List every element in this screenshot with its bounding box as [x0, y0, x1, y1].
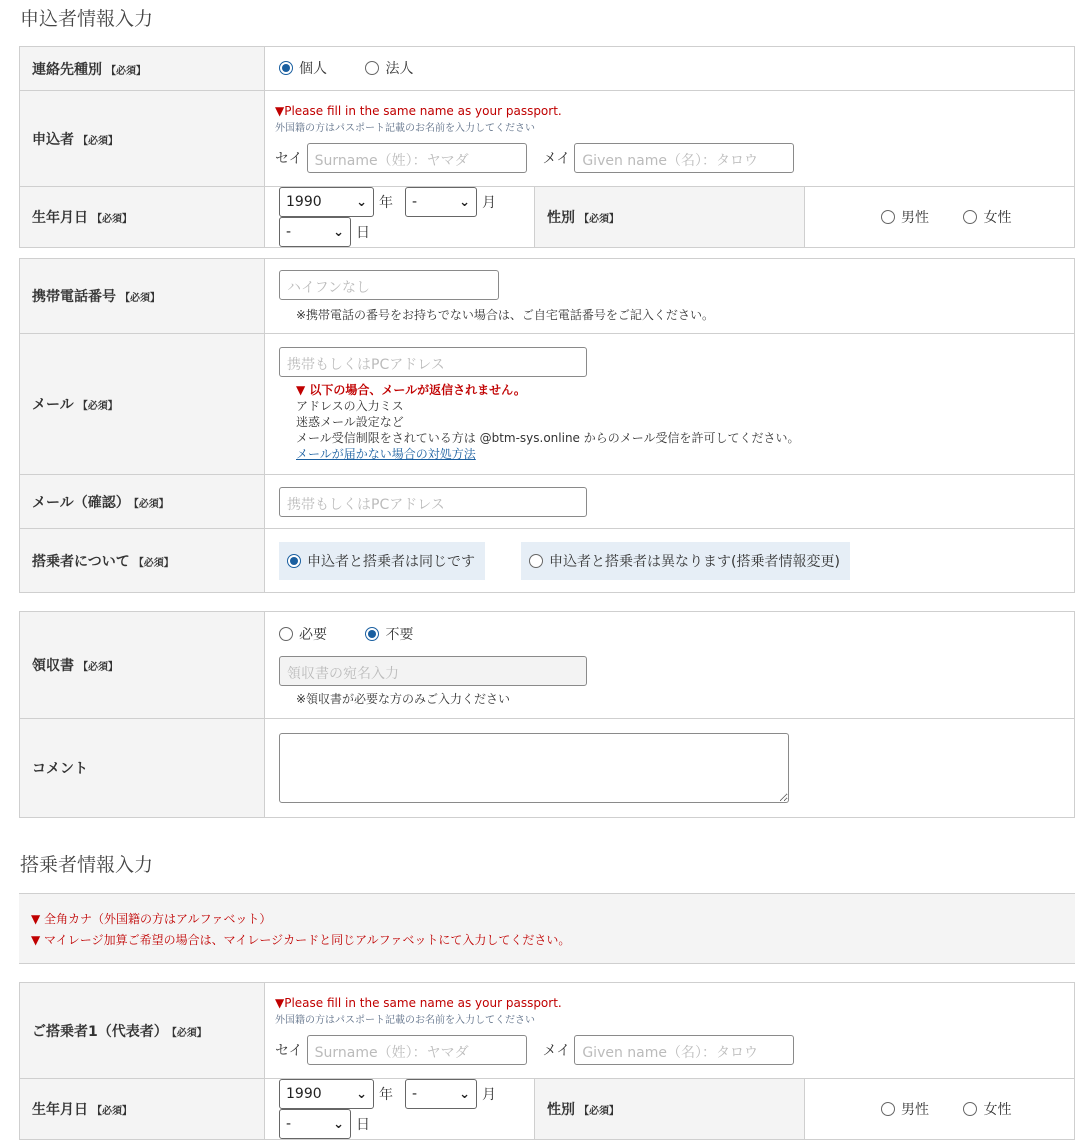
passenger-about-label: 搭乗者について — [32, 553, 130, 570]
radio-male[interactable] — [881, 1099, 929, 1119]
radio-unselected-icon — [963, 210, 977, 224]
birth2-month-select[interactable] — [405, 1079, 477, 1109]
radio-unselected-icon — [279, 627, 293, 641]
month-unit: 月 — [482, 1087, 496, 1103]
email-warning: ▼ 以下の場合、メールが返信されません。 — [296, 382, 526, 397]
birth-row — [20, 187, 1075, 248]
required-badge: 【必須】 — [579, 214, 619, 225]
radio-female[interactable] — [963, 1099, 1011, 1119]
applicant-label: 申込者 — [32, 131, 74, 148]
radio-female[interactable] — [963, 207, 1011, 227]
birth-month-select[interactable] — [405, 187, 477, 217]
email-warning-line: メール受信制限をされている方は @btm-sys.online からのメール受信を許可してください。 — [296, 430, 800, 445]
month-unit: 月 — [482, 195, 496, 211]
radio-receipt-required[interactable] — [279, 624, 327, 644]
receipt-field — [265, 612, 1075, 719]
required-badge: 【必須】 — [77, 401, 118, 412]
required-badge: 【必須】 — [133, 557, 174, 569]
birth-year-value: 1990 — [286, 194, 322, 210]
passenger1-row — [20, 983, 1075, 1079]
birth2-year-select[interactable] — [279, 1079, 374, 1109]
passenger1-surname-input[interactable]: Surname（姓）：ヤマダ — [307, 1035, 527, 1065]
radio-passenger-different[interactable] — [521, 542, 850, 580]
day-unit: 日 — [356, 225, 370, 241]
chevron-down-icon: ⌄ — [356, 1086, 367, 1102]
email-confirm-input[interactable]: 携帯もしくはPCアドレス — [279, 487, 587, 517]
receipt-note: ※領収書が必要な方のみご入力ください — [296, 691, 511, 706]
radio-female-label: 女性 — [983, 1101, 1012, 1118]
email-label: メール — [32, 397, 74, 413]
passenger-table — [19, 982, 1075, 1140]
birth-field — [265, 187, 535, 248]
info-line-mileage: ▼ マイレージ加算ご希望の場合は、マイレージカードと同じアルファベットにて入力してください。 — [31, 933, 571, 947]
gender2-label: 性別 — [547, 1102, 575, 1118]
surname-input[interactable]: Surname（姓）：ヤマダ — [307, 143, 527, 173]
email-confirm-label: メール（確認） — [32, 494, 130, 511]
passenger1-field — [265, 983, 1075, 1079]
radio-receipt-not-required-label: 不要 — [385, 626, 414, 643]
passenger-about-row — [20, 529, 1075, 593]
gender-label-cell — [535, 187, 805, 248]
info-line-kana: ▼ 全角カナ（外国籍の方はアルファベット） — [31, 912, 272, 926]
contact-type-label-cell — [20, 47, 265, 91]
birth2-day-select[interactable] — [279, 1109, 351, 1139]
radio-corporation[interactable] — [365, 58, 413, 78]
receipt-label-cell — [20, 612, 265, 719]
chevron-down-icon: ⌄ — [459, 194, 470, 210]
required-badge: 【必須】 — [92, 214, 132, 225]
comment-row — [20, 719, 1075, 818]
radio-passenger-different-label: 申込者と搭乗者は異なります(搭乗者情報変更) — [549, 553, 840, 570]
radio-unselected-icon — [529, 554, 543, 568]
sei-label: セイ — [275, 1043, 303, 1059]
comment-field — [265, 719, 1075, 818]
comment-textarea[interactable] — [279, 733, 789, 803]
gender-label: 性別 — [547, 210, 575, 226]
birth2-label-cell — [20, 1079, 265, 1140]
birth2-month-value: - — [412, 1086, 418, 1102]
required-badge: 【必須】 — [171, 1027, 207, 1039]
birth-month-value: - — [412, 194, 418, 210]
mobile-field — [265, 259, 1075, 334]
passenger1-given-name-input[interactable]: Given name（名）：タロウ — [574, 1035, 794, 1065]
mei-label: メイ — [542, 151, 571, 167]
mei-label: メイ — [542, 1043, 571, 1059]
radio-unselected-icon — [881, 210, 895, 224]
gender2-label-cell — [535, 1079, 805, 1140]
chevron-down-icon: ⌄ — [333, 224, 344, 240]
radio-unselected-icon — [365, 61, 379, 75]
radio-male-label: 男性 — [901, 1101, 929, 1118]
email-confirm-field — [265, 475, 1075, 529]
year-unit: 年 — [379, 1087, 393, 1103]
comment-label-cell — [20, 719, 265, 818]
applicant-table — [19, 46, 1075, 248]
given-name-input[interactable]: Given name（名）：タロウ — [574, 143, 794, 173]
required-badge: 【必須】 — [120, 293, 160, 304]
chevron-down-icon: ⌄ — [356, 194, 367, 210]
receipt-label: 領収書 — [32, 658, 74, 674]
required-badge: 【必須】 — [78, 135, 118, 147]
sei-label: セイ — [275, 151, 303, 167]
birth2-field — [265, 1079, 535, 1140]
contact-type-row — [20, 47, 1075, 91]
passenger-info-box — [19, 893, 1075, 964]
radio-unselected-icon — [963, 1102, 977, 1116]
required-badge: 【必須】 — [133, 498, 169, 510]
email-label-cell — [20, 334, 265, 475]
radio-individual[interactable] — [279, 58, 327, 78]
birth-label-cell — [20, 187, 265, 248]
birth2-label: 生年月日 — [32, 1102, 88, 1118]
email-warning-line: アドレスの入力ミス — [296, 398, 404, 413]
email-warning-line: 迷惑メール設定など — [296, 414, 404, 429]
radio-male[interactable] — [881, 207, 929, 227]
radio-passenger-same-label: 申込者と搭乗者は同じです — [307, 553, 475, 570]
mobile-label: 携帯電話番号 — [32, 289, 116, 305]
year-unit: 年 — [379, 195, 393, 211]
gender-field — [805, 187, 1075, 248]
mobile-input[interactable]: ハイフンなし — [279, 270, 499, 300]
radio-selected-icon — [279, 61, 293, 75]
radio-female-label: 女性 — [983, 209, 1012, 226]
mobile-label-cell — [20, 259, 265, 334]
radio-selected-icon — [287, 554, 301, 568]
passenger-about-field — [265, 529, 1075, 593]
passport-note-en: ▼Please fill in the same name as your passport. — [275, 104, 562, 118]
applicant-row — [20, 91, 1075, 187]
chevron-down-icon: ⌄ — [333, 1116, 344, 1132]
radio-receipt-not-required[interactable] — [365, 624, 413, 644]
section-title-applicant: 申込者情報入力 — [20, 8, 154, 30]
email-help-link[interactable]: メールが届かない場合の対処方法 — [296, 446, 476, 461]
contact-type-field — [265, 47, 1075, 91]
passenger1-label-cell — [20, 983, 265, 1079]
birth-label: 生年月日 — [32, 210, 88, 226]
birth2-day-value: - — [286, 1116, 292, 1132]
radio-corporation-label: 法人 — [385, 61, 414, 77]
passport-note-jp: 外国籍の方はパスポート記載のお名前を入力してください — [275, 123, 535, 134]
radio-selected-icon — [365, 627, 379, 641]
radio-passenger-same[interactable] — [279, 542, 485, 580]
email-confirm-row — [20, 475, 1075, 529]
section-title-passenger: 搭乗者情報入力 — [20, 854, 154, 876]
passport-note-en: ▼Please fill in the same name as your passport. — [275, 996, 562, 1010]
receipt-name-input[interactable]: 領収書の宛名入力 — [279, 656, 587, 686]
email-field — [265, 334, 1075, 475]
contact-table — [19, 258, 1075, 593]
radio-unselected-icon — [881, 1102, 895, 1116]
passenger-about-label-cell — [20, 529, 265, 593]
comment-label: コメント — [32, 761, 88, 777]
required-badge: 【必須】 — [579, 1106, 619, 1117]
birth-year-select[interactable] — [279, 187, 374, 217]
mobile-note: ※携帯電話の番号をお持ちでない場合は、ご自宅電話番号をご記入ください。 — [296, 307, 714, 322]
radio-individual-label: 個人 — [299, 61, 327, 77]
passport-note-jp: 外国籍の方はパスポート記載のお名前を入力してください — [275, 1015, 535, 1026]
applicant-label-cell — [20, 91, 265, 187]
chevron-down-icon: ⌄ — [459, 1086, 470, 1102]
applicant-field — [265, 91, 1075, 187]
contact-type-label: 連絡先種別 — [32, 61, 102, 78]
radio-male-label: 男性 — [901, 209, 929, 226]
required-badge: 【必須】 — [78, 662, 118, 673]
radio-receipt-required-label: 必要 — [299, 626, 327, 643]
gender2-field — [805, 1079, 1075, 1140]
email-row — [20, 334, 1075, 475]
birth2-row — [20, 1079, 1075, 1140]
mobile-row — [20, 259, 1075, 334]
birth-day-value: - — [286, 224, 292, 240]
birth2-year-value: 1990 — [286, 1086, 322, 1102]
receipt-table — [19, 611, 1075, 818]
birth-day-select[interactable] — [279, 217, 351, 247]
email-confirm-label-cell — [20, 475, 265, 529]
required-badge: 【必須】 — [92, 1106, 132, 1117]
day-unit: 日 — [356, 1117, 370, 1133]
required-badge: 【必須】 — [106, 65, 146, 77]
email-input[interactable]: 携帯もしくはPCアドレス — [279, 347, 587, 377]
receipt-row — [20, 612, 1075, 719]
passenger1-label: ご搭乗者1（代表者） — [32, 1023, 168, 1040]
